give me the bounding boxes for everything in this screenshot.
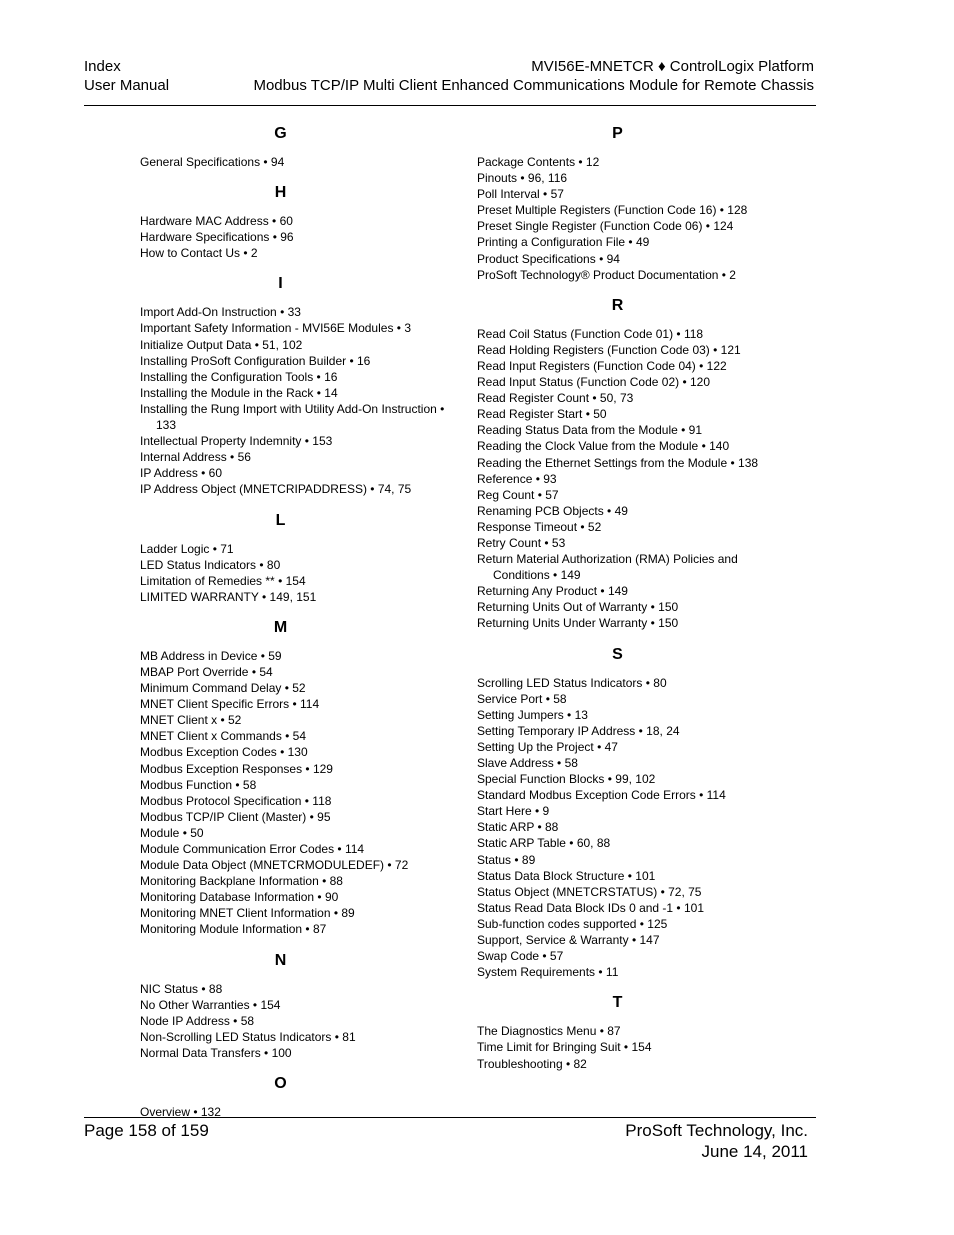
index-entry[interactable]: Sub-function codes supported • 125 <box>477 916 668 931</box>
index-entry[interactable]: NIC Status • 88 <box>140 981 223 996</box>
index-entry[interactable]: MBAP Port Override • 54 <box>140 664 273 679</box>
index-entry[interactable]: Pinouts • 96, 116 <box>477 171 568 186</box>
index-entry[interactable]: Printing a Configuration File • 49 <box>477 235 650 250</box>
index-entry[interactable]: Returning Units Under Warranty • 150 <box>477 616 679 631</box>
index-entry[interactable]: LIMITED WARRANTY • 149, 151 <box>140 589 317 604</box>
index-entry[interactable]: Scrolling LED Status Indicators • 80 <box>477 675 667 690</box>
page-number: Page 158 of 159 <box>84 1121 209 1140</box>
company-name: ProSoft Technology, Inc. <box>625 1121 808 1140</box>
publication-date: June 14, 2011 <box>701 1142 808 1161</box>
index-entry[interactable]: Status • 89 <box>477 852 536 867</box>
index-letter-heading: N <box>274 951 287 969</box>
index-entry[interactable]: MNET Client x Commands • 54 <box>140 729 307 744</box>
header-right <box>253 57 814 95</box>
index-entry[interactable]: Slave Address • 58 <box>477 756 578 770</box>
index-entry[interactable]: Monitoring Database Information • 90 <box>140 890 339 905</box>
index-entry[interactable]: Internal Address • 56 <box>140 450 251 465</box>
index-entry[interactable]: Return Material Authorization (RMA) Policies and Conditions • 149 <box>477 552 738 583</box>
index-entry[interactable]: Returning Any Product • 149 <box>477 584 628 599</box>
index-entry[interactable]: Limitation of Remedies ** • 154 <box>140 573 306 588</box>
index-entry[interactable]: Installing the Configuration Tools • 16 <box>140 369 338 384</box>
index-entry[interactable]: The Diagnostics Menu • 87 <box>477 1024 621 1039</box>
index-entry[interactable]: No Other Warranties • 154 <box>140 997 281 1012</box>
index-entry[interactable]: Node IP Address • 58 <box>140 1013 255 1028</box>
index-letter-heading: G <box>274 125 287 142</box>
index-letter-heading: O <box>274 1075 287 1093</box>
index-section-i <box>140 274 445 497</box>
index-entry[interactable]: Non-Scrolling LED Status Indicators • 81 <box>140 1029 356 1044</box>
index-entry[interactable]: Static ARP • 88 <box>477 820 559 835</box>
index-entry[interactable]: Read Register Start • 50 <box>477 407 607 422</box>
index-entry[interactable]: Standard Modbus Exception Code Errors • 114 <box>477 788 726 803</box>
header-divider <box>84 105 816 106</box>
index-entry[interactable]: Poll Interval • 57 <box>477 187 564 202</box>
index-entry[interactable]: Reading the Ethernet Settings from the Module • 138 <box>477 455 759 470</box>
index-entry[interactable]: Read Register Count • 50, 73 <box>477 391 634 406</box>
index-section-p <box>477 124 777 283</box>
index-entry[interactable]: Troubleshooting • 82 <box>477 1056 587 1071</box>
index-entry[interactable]: Start Here • 9 <box>477 804 550 819</box>
index-letter-heading: S <box>612 645 623 663</box>
index-letter-heading: T <box>612 994 623 1012</box>
index-section-n <box>140 951 440 1061</box>
index-entry[interactable]: Modbus Exception Codes • 130 <box>140 745 308 760</box>
index-entry[interactable]: Read Input Status (Function Code 02) • 120 <box>477 375 711 390</box>
index-section-g <box>140 124 440 170</box>
index-column-left <box>140 124 445 1133</box>
index-letter-heading: I <box>278 275 283 293</box>
index-section-l <box>140 511 440 605</box>
product-description: Modbus TCP/IP Multi Client Enhanced Communications Module for Remote Chassis <box>253 77 814 94</box>
index-entry[interactable]: Special Function Blocks • 99, 102 <box>477 772 656 787</box>
product-platform: MVI56E-MNETCR ♦ ControlLogix Platform <box>531 58 814 75</box>
index-entry[interactable]: Read Input Registers (Function Code 04) • 122 <box>477 358 727 373</box>
index-entry[interactable]: Reference • 93 <box>477 471 557 486</box>
index-letter-heading: H <box>274 184 287 202</box>
index-entry[interactable]: Read Holding Registers (Function Code 03) • 121 <box>477 342 741 357</box>
index-entry[interactable]: Returning Units Out of Warranty • 150 <box>477 600 679 615</box>
index-entry[interactable]: Reading the Clock Value from the Module • 140 <box>477 439 730 454</box>
index-entry[interactable]: LED Status Indicators • 80 <box>140 557 281 572</box>
index-section-r <box>477 296 777 632</box>
index-entry[interactable]: IP Address Object (MNETCRIPADDRESS) • 74, 75 <box>140 482 412 497</box>
index-entry[interactable]: Setting Up the Project • 47 <box>477 739 618 754</box>
index-entry[interactable]: Minimum Command Delay • 52 <box>140 681 306 696</box>
index-letter-heading: P <box>612 125 623 142</box>
manual-type: User Manual <box>84 77 170 94</box>
index-letter-heading: L <box>275 511 286 529</box>
index-entry[interactable]: Renaming PCB Objects • 49 <box>477 503 628 518</box>
index-entry[interactable]: Module • 50 <box>140 825 204 840</box>
index-entry[interactable]: Modbus Exception Responses • 129 <box>140 761 333 776</box>
index-entry[interactable]: Overview • 132 <box>140 1105 221 1120</box>
index-entry[interactable]: Service Port • 58 <box>477 691 567 706</box>
index-entry[interactable]: MNET Client x • 52 <box>140 713 242 728</box>
section-title: Index <box>84 58 121 75</box>
header-left <box>84 57 169 95</box>
index-entry[interactable]: IP Address • 60 <box>140 466 223 481</box>
index-section-h <box>140 183 440 261</box>
index-section-m <box>140 618 440 938</box>
index-entry[interactable]: Reading Status Data from the Module • 91 <box>477 423 702 438</box>
index-entry[interactable]: MNET Client Specific Errors • 114 <box>140 697 320 712</box>
index-entry[interactable]: Modbus TCP/IP Client (Master) • 95 <box>140 809 331 824</box>
index-entry[interactable]: ProSoft Technology® Product Documentation • 2 <box>477 267 736 282</box>
index-entry[interactable]: Installing ProSoft Configuration Builder • 16 <box>140 353 371 368</box>
index-entry[interactable]: Status Data Block Structure • 101 <box>477 868 656 883</box>
index-entry[interactable]: Retry Count • 53 <box>477 535 566 550</box>
index-entry[interactable]: Status Object (MNETCRSTATUS) • 72, 75 <box>477 884 702 899</box>
index-entry[interactable]: System Requirements • 11 <box>477 965 619 980</box>
index-entry[interactable]: Support, Service & Warranty • 147 <box>477 933 660 948</box>
index-section-t <box>477 993 777 1071</box>
index-entry[interactable]: Setting Temporary IP Address • 18, 24 <box>477 723 680 738</box>
index-entry[interactable]: Normal Data Transfers • 100 <box>140 1045 292 1060</box>
index-entry[interactable]: Response Timeout • 52 <box>477 519 602 534</box>
index-entry[interactable]: Read Coil Status (Function Code 01) • 118 <box>477 326 704 341</box>
index-column-right <box>477 124 777 1085</box>
footer-divider <box>84 1117 816 1118</box>
index-entry[interactable]: Monitoring MNET Client Information • 89 <box>140 906 355 921</box>
index-entry[interactable]: Hardware MAC Address • 60 <box>140 214 293 229</box>
index-letter-heading: R <box>611 296 624 314</box>
index-entry[interactable]: Status Read Data Block IDs 0 and -1 • 101 <box>477 900 704 915</box>
index-entry[interactable]: Preset Multiple Registers (Function Code 16) • 128 <box>477 203 748 218</box>
index-entry[interactable]: Hardware Specifications • 96 <box>140 230 294 245</box>
index-entry[interactable]: Swap Code • 57 <box>477 949 564 964</box>
index-entry[interactable]: General Specifications • 94 <box>140 155 285 169</box>
index-section-o <box>140 1074 440 1120</box>
index-entry[interactable]: Installing the Module in the Rack • 14 <box>140 385 338 400</box>
index-entry[interactable]: How to Contact Us • 2 <box>140 246 258 261</box>
index-entry[interactable]: Product Specifications • 94 <box>477 251 620 266</box>
index-entry[interactable]: Modbus Protocol Specification • 118 <box>140 793 332 808</box>
index-entry[interactable]: Setting Jumpers • 13 <box>477 707 588 722</box>
index-letter-heading: M <box>273 618 288 636</box>
index-entry[interactable]: Monitoring Module Information • 87 <box>140 922 327 937</box>
index-entry[interactable]: Time Limit for Bringing Suit • 154 <box>477 1040 652 1055</box>
index-entry[interactable]: Installing the Rung Import with Utility Add-On Instruction • 133 <box>140 401 445 433</box>
index-entry[interactable]: Ladder Logic • 71 <box>140 541 234 556</box>
index-entry[interactable]: Monitoring Backplane Information • 88 <box>140 874 343 889</box>
index-entry[interactable]: Import Add-On Instruction • 33 <box>140 305 301 320</box>
index-entry[interactable]: Reg Count • 57 <box>477 487 559 502</box>
index-entry[interactable]: Important Safety Information - MVI56E Modules • 3 <box>140 321 411 336</box>
index-entry[interactable]: Initialize Output Data • 51, 102 <box>140 337 303 352</box>
index-entry[interactable]: Module Data Object (MNETCRMODULEDEF) • 72 <box>140 858 409 873</box>
index-entry[interactable]: Preset Single Register (Function Code 06) • 124 <box>477 219 734 234</box>
index-entry[interactable]: Modbus Function • 58 <box>140 777 257 792</box>
index-entry[interactable]: Module Communication Error Codes • 114 <box>140 842 365 856</box>
index-entry[interactable]: MB Address in Device • 59 <box>140 648 282 663</box>
index-section-s <box>477 645 777 981</box>
index-entry[interactable]: Package Contents • 12 <box>477 155 600 169</box>
index-entry[interactable]: Static ARP Table • 60, 88 <box>477 836 611 851</box>
footer-right <box>625 1120 808 1162</box>
index-entry[interactable]: Intellectual Property Indemnity • 153 <box>140 434 333 449</box>
